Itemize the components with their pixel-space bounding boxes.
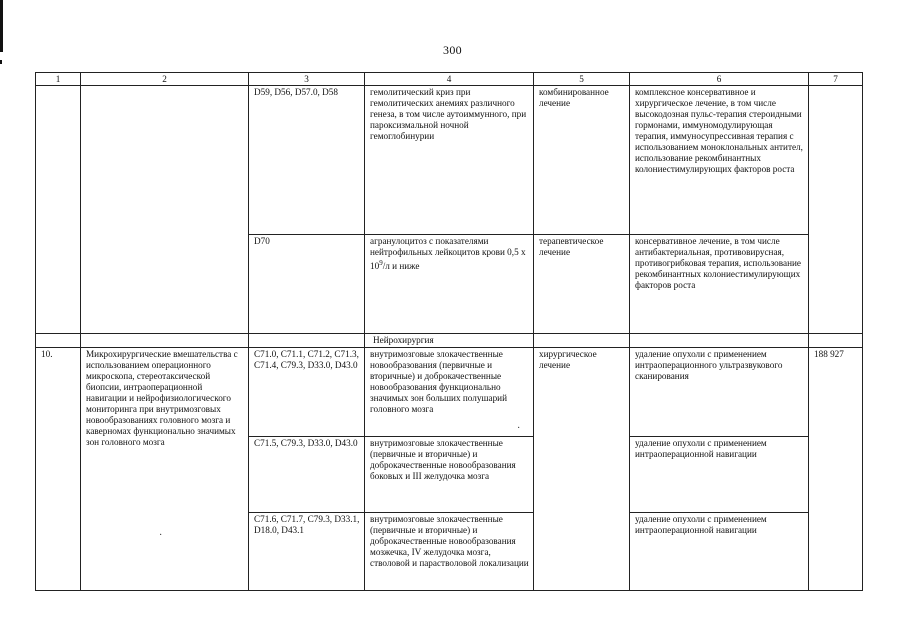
header-col-1: 1 (36, 73, 81, 86)
procedure-name: Микрохирургические вмешательства с использованием операционного микроскопа, стереотаксической биопсии, интраоперационной навигации и нейрофизиологического мониторинга при внутримозговых новообразованиях головного мозга и каверномах функционально значимых зон головного мозга (81, 348, 249, 591)
patient-model-tail: /л и ниже (382, 261, 420, 272)
header-col-4: 4 (365, 73, 534, 86)
treatment-type-cell: терапевтическое лечение (534, 235, 630, 334)
scan-edge-mark-small (0, 60, 2, 64)
cost-cell-empty (809, 86, 863, 334)
header-col-7: 7 (809, 73, 863, 86)
icd-codes-cell: D70 (249, 235, 365, 334)
patient-model-cell: гемолитический криз при гемолитических анемиях различного генеза, в том числе аутоиммунного, при пароксизмальной ночной гемоглобинурии (365, 86, 534, 235)
header-col-2: 2 (81, 73, 249, 86)
treatment-method-cell: удаление опухоли с применением интраоперационной навигации (630, 513, 809, 591)
header-row (36, 73, 863, 86)
cost-cell: 188 927 (809, 348, 863, 591)
section-blank (249, 334, 365, 348)
exponent-superscript: 9 (379, 259, 383, 267)
treatment-type-cell: хирургическое лечение (534, 348, 630, 591)
patient-model-text: агранулоцитоз с показателями нейтрофильных лейкоцитов крови 0,5 х 10 (370, 236, 526, 272)
section-row (36, 334, 863, 348)
header-col-3: 3 (249, 73, 365, 86)
scan-speck: · (159, 530, 163, 541)
name-cell-empty (81, 86, 249, 334)
section-title: Нейрохирургия (365, 334, 534, 348)
patient-model-cell: внутримозговые злокачественные новообразования (первичные и вторичные) и доброкачественные новообразования функционально значимых зон больших полушарий головного мозга (365, 348, 534, 437)
treatment-method-cell: удаление опухоли с применением интраоперационного ультразвукового сканирования (630, 348, 809, 437)
section-blank (81, 334, 249, 348)
patient-model-cell: внутримозговые злокачественные (первичные и вторичные) и доброкачественные новообразования боковых и III желудочка мозга (365, 437, 534, 513)
section-blank (809, 334, 863, 348)
icd-codes-cell: C71.5, C79.3, D33.0, D43.0 (249, 437, 365, 513)
header-col-5: 5 (534, 73, 630, 86)
row-number: 10. (36, 348, 81, 591)
icd-codes-cell: D59, D56, D57.0, D58 (249, 86, 365, 235)
treatment-type-cell: комбинированное лечение (534, 86, 630, 235)
treatment-method-cell: комплексное консервативное и хирургическое лечение, в том числе высокодозная пульс-терапия стероидными гормонами, иммуномодулирующая терапия, иммуносупрессивная терапия с использованием моноклональных антител, использование рекомбинантных колониестимулирующих факторов роста (630, 86, 809, 235)
page-number: 300 (443, 43, 462, 57)
section-blank (630, 334, 809, 348)
treatment-method-cell: консервативное лечение, в том числе антибактериальная, противовирусная, противогрибковая терапия, использование рекомбинантных колониестимулирующих факторов роста (630, 235, 809, 334)
patient-model-cell: внутримозговые злокачественные (первичные и вторичные) и доброкачественные новообразования мозжечка, IV желудочка мозга, стволовой и парастволовой локализации (365, 513, 534, 591)
number-cell-empty (36, 86, 81, 334)
table-row (36, 86, 863, 235)
icd-codes-cell: C71.0, C71.1, C71.2, C71.3, C71.4, C79.3, D33.0, D43.0 (249, 348, 365, 437)
icd-codes-cell: C71.6, C71.7, C79.3, D33.1, D18.0, D43.1 (249, 513, 365, 591)
patient-model-cell (365, 235, 534, 334)
section-blank (534, 334, 630, 348)
table-row (36, 348, 863, 437)
treatment-method-cell: удаление опухоли с применением интраоперационной навигации (630, 437, 809, 513)
procedures-table (35, 72, 863, 591)
section-blank (36, 334, 81, 348)
scan-speck: · (517, 423, 521, 434)
header-col-6: 6 (630, 73, 809, 86)
